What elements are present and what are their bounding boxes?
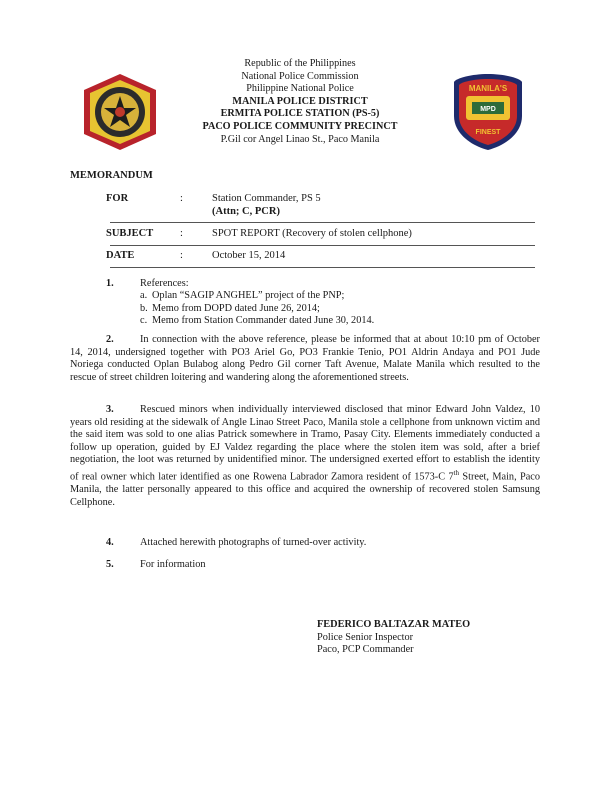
signature-block [317,619,470,657]
references-list [140,290,374,328]
date-colon: : [180,250,183,261]
header-line-station: ERMITA POLICE STATION (PS-5) [220,108,380,120]
header-line-pnp: Philippine National Police [246,83,354,95]
badge-bottom-text: FINEST [475,129,501,136]
item-number-1: 1. [106,278,114,289]
item-number-4: 4. [106,537,114,548]
subject-value: SPOT REPORT (Recovery of stolen cellphone) [212,228,412,239]
signatory-position: Paco, PCP Commander [317,644,414,656]
memo-title: MEMORANDUM [70,170,153,181]
item-number-5: 5. [106,559,114,570]
item-number-2: 2. [106,334,114,345]
item-number-3: 3. [106,404,114,415]
reference-item: b. Memo from DOPD dated June 26, 2014; [140,302,320,314]
reference-item: c. Memo from Station Commander dated June 30, 2014. [140,315,375,327]
badge-top-text: MANILA'S [468,84,508,93]
for-colon: : [180,193,183,204]
header-line-address: P.Gil cor Angel Linao St., Paco Manila [220,133,380,145]
paragraph-2: In connection with the above reference, please be informed that at about 10:10 pm of October 14, 2014, undersigned together with PO3 Ariel Go, PO3 Frankie Tenio, PO1 Aldrin Andaya and PO1 Jude Noriega conducted Oplan Bulabog along Pedro Gil corner Taft Avenue, Malate Manila which resulted to the rescue of street children loitering and wandering along the aforementioned streets. [70,334,540,383]
letterhead [0,58,600,146]
paragraph-3: Rescued minors when individually interviewed disclosed that minor Edward John Valdez, 10 years old residing at the sidewalk of Angle Linao Street Paco, Manila stole a cellphone from unknown victim and the said item was sold to one alias Patrick somewhere in Tramo, Pasay City. Elements immediately conducted a follow up operation, guided by EJ Valdez regarding the place where the stolen item was sold, after a brief negotiation, the loot was returned by unidentified minor. The undersigned exerted effort to establish the identity of real owner which later identified as one Rowena Labrador Zamora resident of 1573-C 7th Street, Main, Paco Manila, the latter personally appeared to this office and acquired the ownership of recovered stolen Samsung Cellphone. [70,404,541,508]
date-value: October 15, 2014 [212,250,286,261]
separator-line [110,222,535,223]
reference-item: a. Oplan “SAGIP ANGHEL” project of the PNP; [140,290,345,301]
subject-colon: : [180,228,183,239]
separator-line [110,267,535,268]
for-value: Station Commander, PS 5 [212,193,321,204]
header-line-mpd: MANILA POLICE DISTRICT [232,95,368,107]
signatory-rank: Police Senior Inspector [317,631,414,643]
badge-mid-text: MPD [480,106,496,113]
paragraph-4: Attached herewith photographs of turned-over activity. [140,537,367,548]
for-attn: (Attn; C, PCR) [212,206,280,217]
for-label: FOR [106,193,129,204]
subject-label: SUBJECT [106,228,154,239]
paragraph-5: For information [140,559,206,570]
date-label: DATE [106,250,135,261]
references-heading: References: [140,278,189,289]
header-line-napolcom: National Police Commission [241,70,359,82]
header-line-republic: Republic of the Philippines [244,58,356,69]
signatory-name: FEDERICO BALTAZAR MATEO [317,619,471,630]
separator-line [110,245,535,246]
header-line-precinct: PACO POLICE COMMUNITY PRECINCT [202,120,398,132]
